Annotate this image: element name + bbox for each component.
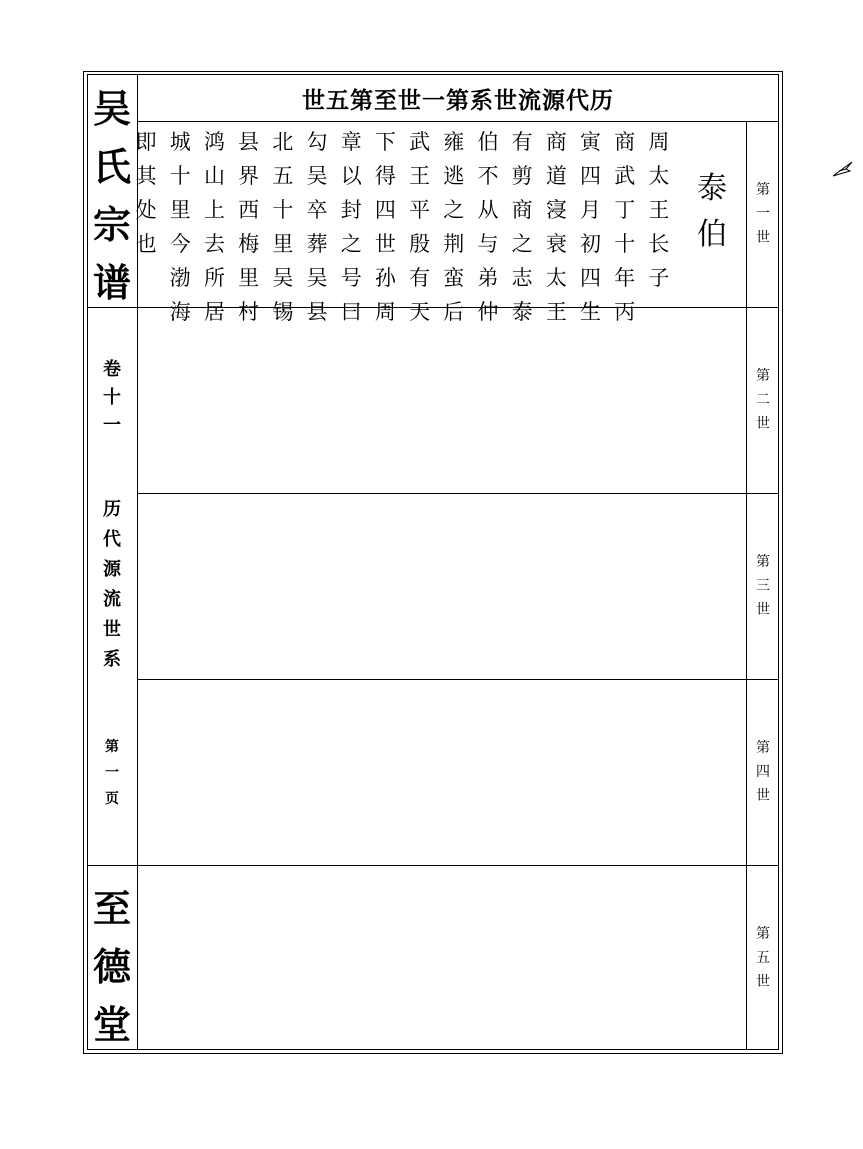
generation-label-3: 第 三 世 xyxy=(756,554,770,618)
generation-column-divider xyxy=(746,121,747,1050)
bio-column: 下 得 四 世 孙 周 xyxy=(374,130,396,324)
bio-column: 北 五 十 里 吴 锡 xyxy=(272,130,294,324)
bio-column: 寅 四 月 初 四 生 xyxy=(580,130,602,324)
row-divider-4 xyxy=(87,865,779,866)
biography-text xyxy=(129,125,676,329)
ancestor-name: 泰 伯 xyxy=(697,171,727,252)
generation-label-1: 第 一 世 xyxy=(756,182,770,246)
page-number: 第 一 页 xyxy=(105,739,119,807)
bio-column: 雍 逃 之 荆 蛮 后 xyxy=(443,130,465,324)
bio-column: 章 以 封 之 号 曰 xyxy=(340,130,362,324)
genealogy-title: 吴 氏 宗 谱 xyxy=(92,86,131,305)
bio-column: 城 十 里 今 渤 海 xyxy=(169,130,191,324)
bio-column: 武 王 平 殷 有 天 xyxy=(409,130,431,324)
pointer-arrow-icon xyxy=(832,160,854,182)
generation-label-4: 第 四 世 xyxy=(756,740,770,804)
section-label: 历 代 源 流 世 系 xyxy=(103,499,121,670)
generation-label-2: 第 二 世 xyxy=(756,368,770,432)
generation-label-5: 第 五 世 xyxy=(756,926,770,990)
bio-column: 伯 不 从 与 弟 仲 xyxy=(477,130,499,324)
row-divider-2 xyxy=(137,493,779,494)
hall-name: 至 德 堂 xyxy=(92,886,131,1047)
bio-column: 商 武 丁 十 年 丙 xyxy=(614,130,636,324)
bio-column: 商 道 寖 衰 太 王 xyxy=(545,130,567,324)
bio-column: 即 其 处 也 xyxy=(135,130,157,256)
bio-column: 勾 吴 卒 葬 吴 县 xyxy=(306,130,328,324)
row-divider-3 xyxy=(137,679,779,680)
bio-column: 有 剪 商 之 志 泰 xyxy=(511,130,533,324)
page-title: 世五第至世一第系世流源代历 xyxy=(302,86,614,114)
bio-column: 周 太 王 长 子 xyxy=(648,130,670,290)
header-divider xyxy=(137,121,779,122)
bio-column: 县 界 西 梅 里 村 xyxy=(238,130,260,324)
bio-column: 鸿 山 上 去 所 居 xyxy=(203,130,225,324)
volume-label: 卷 十 一 xyxy=(103,359,121,436)
